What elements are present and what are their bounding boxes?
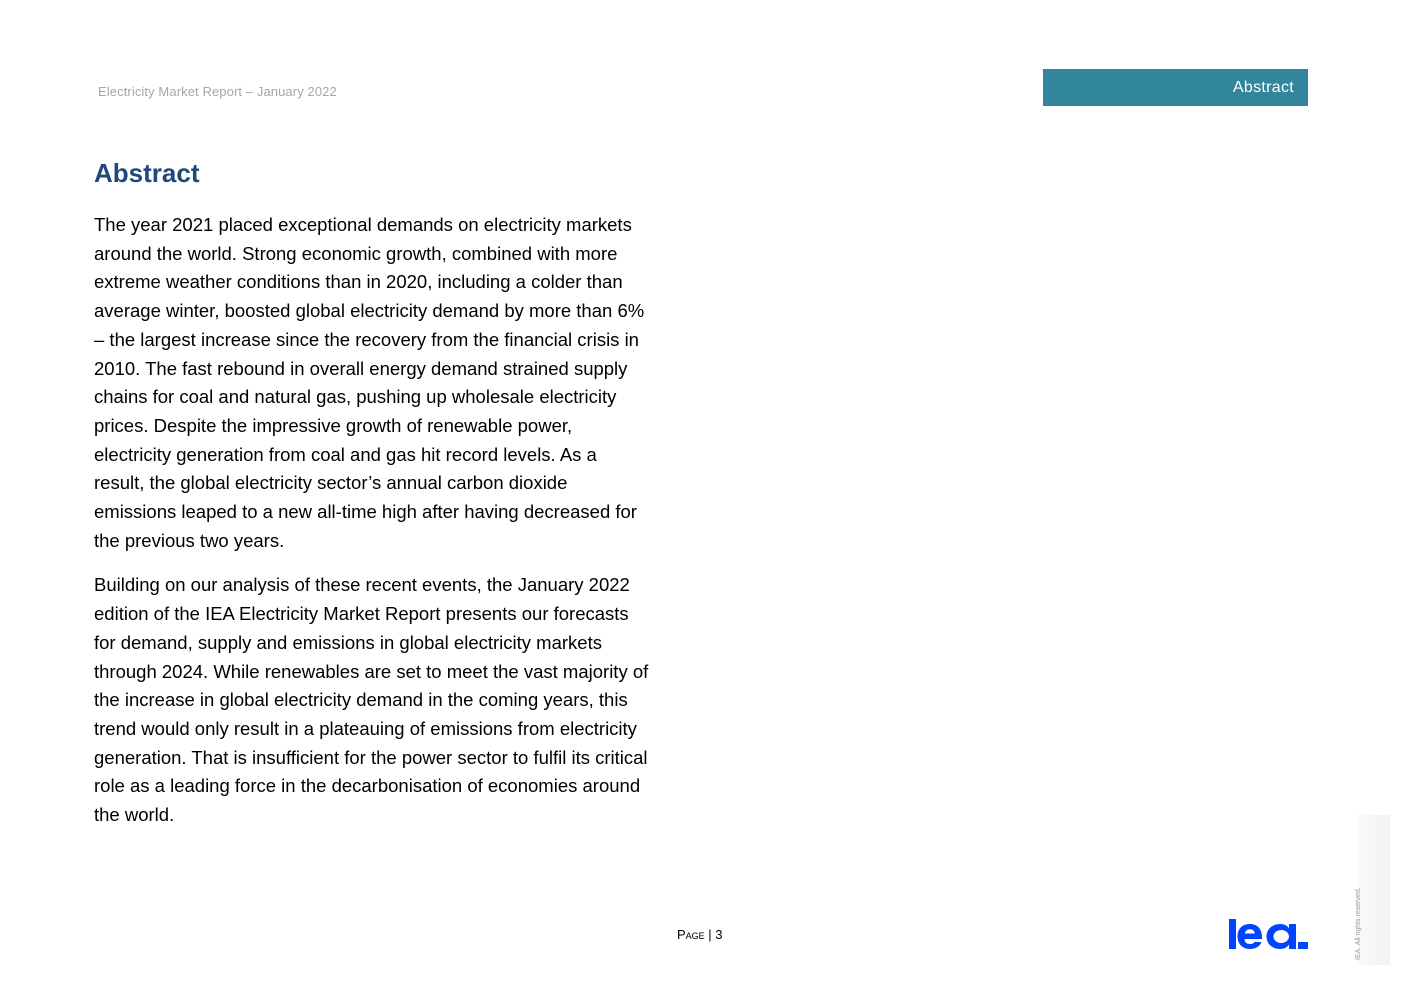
iea-logo: [1129, 816, 1309, 952]
paragraph-1: The year 2021 placed exceptional demands on electricity markets around the world. Strong economic growth, combined with more extreme weather conditions than in 2020, including a colder than average winter, boosted global electricity demand by more than 6% – the largest increase since the recovery from the financial crisis in 2010. The fast rebound in overall energy demand strained supply chains for coal and natural gas, pushing up wholesale electricity prices. Despite the impressive growth of renewable power, electricity generation from coal and gas hit record levels. As a result, the global electricity sector’s annual carbon dioxide emissions leaped to a new all-time high after having decreased for the previous two years.: [94, 214, 645, 551]
section-tab-label: Abstract: [1232, 78, 1294, 96]
page-title: Abstract: [94, 158, 200, 188]
page-number-value: 3: [715, 927, 723, 942]
section-tab: [1043, 69, 1308, 106]
body-text: [94, 211, 684, 846]
page-number: [677, 927, 723, 942]
running-header: Electricity Market Report – January 2022: [98, 84, 337, 99]
rights-notice: IEA. All rights reserved.: [1355, 887, 1362, 960]
page-label: Page: [677, 927, 705, 942]
iea-logo-text: iea: [1129, 816, 1131, 817]
paragraph-2: Building on our analysis of these recent events, the January 2022 edition of the IEA Electricity Market Report presents our forecasts for demand, supply and emissions in global electricity markets through 2024. While renewables are set to meet the vast majority of the increase in global electricity demand in the coming years, this trend would only result in a plateauing of emissions from electricity generation. That is insufficient for the power sector to fulfil its critical role as a leading force in the decarbonisation of economies around the world.: [94, 574, 649, 826]
page-separator: |: [704, 927, 716, 942]
